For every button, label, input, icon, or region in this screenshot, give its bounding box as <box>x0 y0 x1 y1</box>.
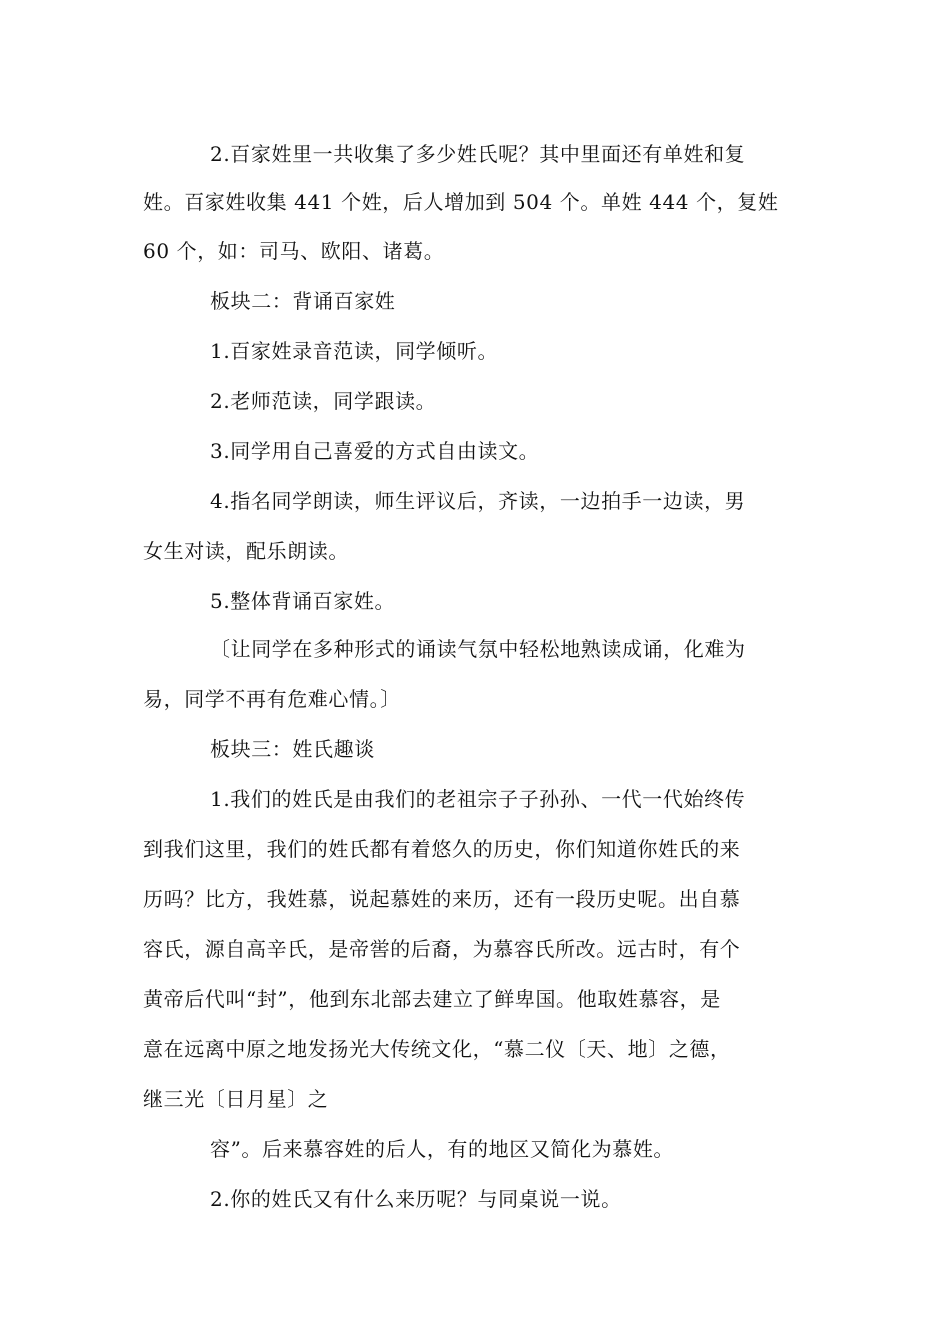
text-line: 2.老师范读，同学跟读。 <box>210 389 437 413</box>
text-line: 〔让同学在多种形式的诵读气氛中轻松地熟读成诵，化难为 <box>210 637 746 661</box>
text-line: 易，同学不再有危难心情。〕 <box>143 687 401 711</box>
text-line: 女生对读，配乐朗读。 <box>143 539 349 563</box>
section-heading: 板块三：姓氏趣谈 <box>210 737 375 761</box>
text-line: 继三光〔日月星〕之 <box>143 1087 329 1111</box>
text-line: 意在远离中原之地发扬光大传统文化，“慕二仪〔天、地〕之德， <box>143 1037 731 1061</box>
text-line: 黄帝后代叫“封”，他到东北部去建立了鲜卑国。他取姓慕容，是 <box>143 987 721 1011</box>
text-line: 容”。后来慕容姓的后人，有的地区又简化为慕姓。 <box>210 1137 675 1161</box>
text-line: 1.百家姓录音范读，同学倾听。 <box>210 339 499 363</box>
text-line: 3.同学用自己喜爱的方式自由读文。 <box>210 439 540 463</box>
text-line: 5.整体背诵百家姓。 <box>210 589 396 613</box>
text-line: 姓。百家姓收集 441 个姓，后人增加到 504 个。单姓 444 个，复姓 <box>143 190 779 214</box>
text-line: 60 个，如：司马、欧阳、诸葛。 <box>143 239 445 263</box>
text-line: 2.你的姓氏又有什么来历呢？与同桌说一说。 <box>210 1187 622 1211</box>
text-line: 2.百家姓里一共收集了多少姓氏呢？其中里面还有单姓和复 <box>210 142 746 166</box>
text-line: 到我们这里，我们的姓氏都有着悠久的历史，你们知道你姓氏的来 <box>143 837 741 861</box>
text-line: 容氏，源自高辛氏，是帝喾的后裔，为慕容氏所改。远古时，有个 <box>143 937 741 961</box>
text-line: 历吗？比方，我姓慕，说起慕姓的来历，还有一段历史呢。出自慕 <box>143 887 741 911</box>
text-line: 1.我们的姓氏是由我们的老祖宗子子孙孙、一代一代始终传 <box>210 787 746 811</box>
section-heading: 板块二：背诵百家姓 <box>210 289 396 313</box>
text-line: 4.指名同学朗读，师生评议后，齐读，一边拍手一边读，男 <box>210 489 746 513</box>
